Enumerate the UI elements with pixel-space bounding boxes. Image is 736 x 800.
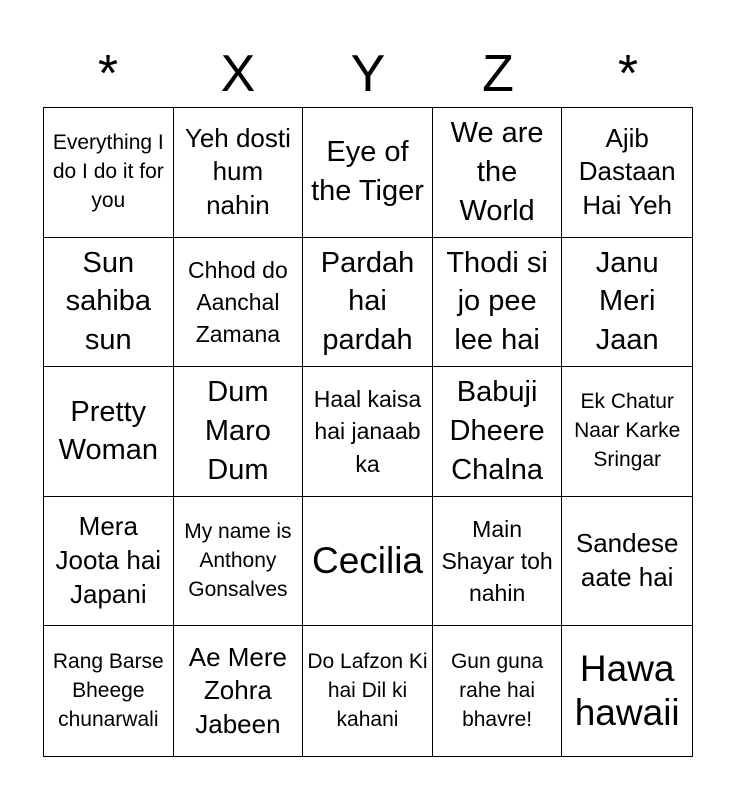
cell-text: Ae Mere Zohra Jabeen (188, 641, 288, 740)
bingo-cell-r3c3[interactable] (303, 367, 433, 497)
bingo-cell-r3c4[interactable] (433, 367, 563, 497)
header-letter-5: * (617, 45, 639, 103)
bingo-cell-r5c1[interactable] (44, 626, 174, 756)
cell-text: Chhod do Aanchal Zamana (188, 256, 288, 347)
cell-text: Yeh dosti hum nahin (184, 122, 291, 221)
cell-text: Dum Maro Dum (204, 376, 271, 486)
bingo-cell-r1c3[interactable] (303, 108, 433, 238)
cell-text: Hawa hawaii (574, 647, 680, 734)
bingo-cell-r4c5[interactable] (562, 497, 692, 627)
bingo-cell-r1c5[interactable] (562, 108, 692, 238)
bingo-cell-r4c2[interactable] (174, 497, 304, 627)
header-letter-3: Y (350, 45, 386, 103)
bingo-board (43, 107, 693, 757)
cell-text: Rang Barse Bheege chunarwali (52, 649, 164, 731)
bingo-cell-r2c1[interactable] (44, 238, 174, 368)
bingo-cell-r3c5[interactable] (562, 367, 692, 497)
cell-text: Pretty Woman (58, 395, 158, 467)
cell-text: Janu Meri Jaan (595, 246, 659, 357)
bingo-cell-r1c4[interactable] (433, 108, 563, 238)
bingo-cell-r5c4[interactable] (433, 626, 563, 756)
bingo-cell-r2c4[interactable] (433, 238, 563, 368)
bingo-cell-r4c3[interactable] (303, 497, 433, 627)
cell-text: Thodi si jo pee lee hai (446, 246, 548, 357)
bingo-cell-r1c1[interactable] (44, 108, 174, 238)
bingo-cell-r2c2[interactable] (174, 238, 304, 368)
cell-text: Sun sahiba sun (65, 246, 152, 357)
cell-text: Haal kaisa hai janaab ka (313, 386, 422, 477)
bingo-cell-r2c5[interactable] (562, 238, 692, 368)
cell-text: Do Lafzon Ki hai Dil ki kahani (307, 649, 428, 731)
bingo-cell-r5c2[interactable] (174, 626, 304, 756)
bingo-cell-r4c1[interactable] (44, 497, 174, 627)
cell-text: Gun guna rahe hai bhavre! (450, 649, 544, 731)
cell-text: Main Shayar toh nahin (441, 515, 553, 607)
header-letter-2: X (220, 45, 256, 103)
bingo-cell-r3c1[interactable] (44, 367, 174, 497)
bingo-cell-r5c3[interactable] (303, 626, 433, 756)
header-letter-4: Z (482, 45, 514, 103)
cell-text: Ek Chatur Naar Karke Sringar (574, 390, 681, 471)
bingo-cell-r2c3[interactable] (303, 238, 433, 368)
cell-text: Pardah hai pardah (320, 246, 415, 357)
cell-text: Sandese aate hai (575, 528, 679, 593)
bingo-cell-r4c4[interactable] (433, 497, 563, 627)
cell-text: Ajib Dastaan Hai Yeh (578, 122, 676, 221)
cell-text: My name is Anthony Gonsalves (184, 519, 292, 601)
bingo-cell-r1c2[interactable] (174, 108, 304, 238)
bingo-header (43, 40, 693, 108)
cell-text: Cecilia (311, 539, 424, 581)
bingo-cell-r5c5[interactable] (562, 626, 692, 756)
cell-text: Eye of the Tiger (311, 136, 424, 208)
cell-text: Mera Joota hai Japani (55, 511, 162, 609)
header-letter-1: * (97, 45, 119, 103)
cell-text: We are the World (450, 117, 544, 227)
cell-text: Babuji Dheere Chalna (449, 376, 545, 486)
bingo-cell-r3c2[interactable] (174, 367, 304, 497)
cell-text: Everything I do I do it for you (52, 130, 164, 212)
